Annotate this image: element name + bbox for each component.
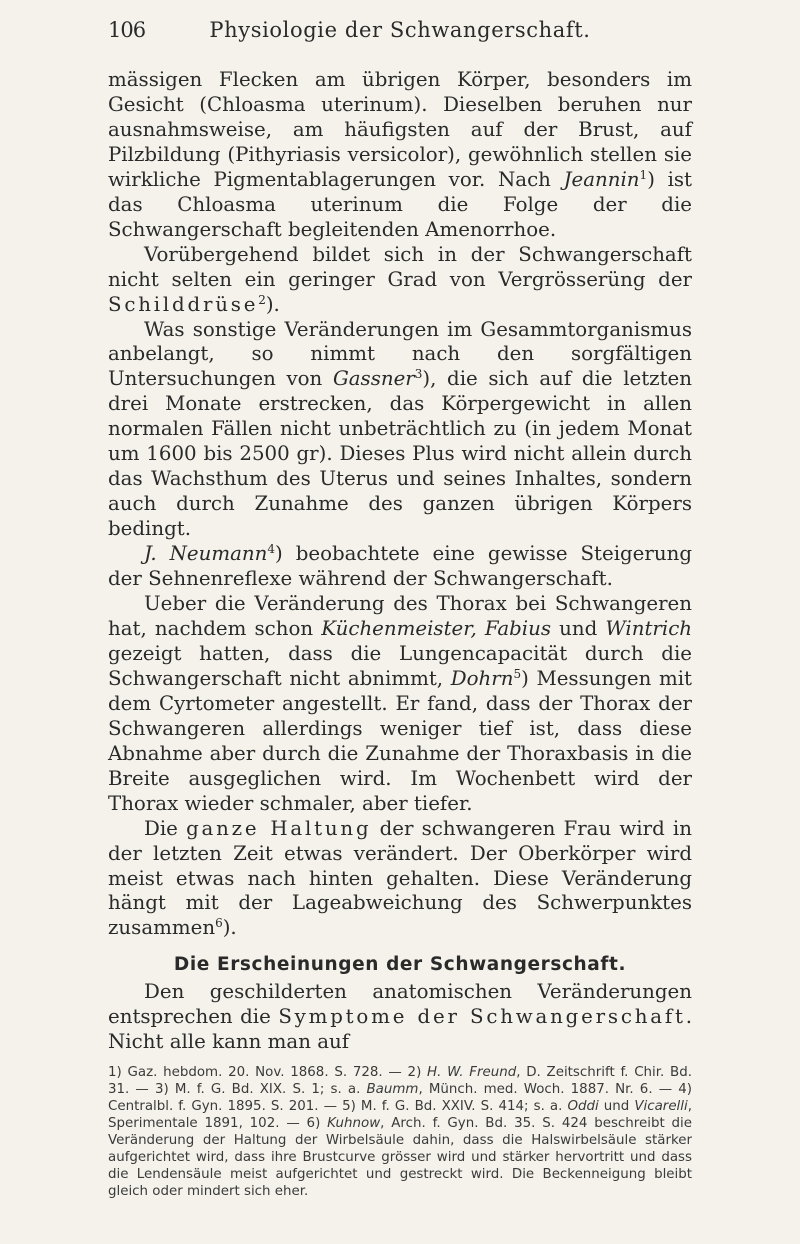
page-body: [108, 68, 692, 1200]
author-name: Baumm: [366, 1082, 419, 1098]
footnote-divider: [108, 1057, 126, 1061]
paragraph-koerpergewicht: Was sonstige Veränderungen im Gesammtorganismus anbelangt, so nimmt nach den sorgfältigen Untersuchungen von Gassner$^3$), die sich auf die letzten drei Monate erstrecken, das Körpergewicht in allen normalen Fällen nicht unbeträchtlich zu (in jedem Monat um 1600 bis 2500 gr). Dieses Plus wird nicht allein durch das Wachsthum des Uterus und seines Inhaltes, sondern auch durch Zunahme des ganzen übrigen Körpers bedingt.: [108, 317, 692, 541]
author-name: Jeannin: [563, 167, 640, 191]
page-header: [108, 16, 692, 44]
footnote-ref: 4: [267, 542, 276, 557]
author-name: Kuhnow: [327, 1115, 381, 1131]
paragraph-sehnenreflexe: J. Neumann$^4$) beobachtete eine gewisse Steigerung der Sehnenreflexe während der Schwangerschaft.: [108, 542, 692, 591]
paragraph-chloasma: mässigen Flecken am übrigen Körper, besonders im Gesicht (Chloasma uterinum). Dieselben beruhen nur ausnahmsweise, am häufigsten auf der Brust, auf Pilzbildung (Pithyriasis versicolor), gewöhnlich stellen sie wirkliche Pigmentablagerungen vor. Nach Jeannin$^1$) ist das Chloasma uterinum die Folge der die Schwangerschaft begleitenden Amenorrhoe.: [108, 68, 692, 241]
emphasis-term: Symptome der Schwangerschaft: [278, 1005, 686, 1029]
author-name: Oddi: [567, 1098, 599, 1114]
section-heading: Die Erscheinungen der Schwangerschaft.: [173, 954, 627, 976]
footnote-ref: 2: [258, 292, 266, 307]
author-name: Küchenmeister, Fabius: [321, 616, 551, 640]
emphasis-term: Schilddrüse: [108, 292, 259, 316]
author-name: Dohrn: [450, 666, 514, 690]
author-name: Gassner: [332, 367, 415, 391]
author-name: Wintrich: [605, 616, 693, 640]
footnote-ref: 5: [513, 666, 522, 681]
footnote-text: 1) Gaz. hebdom. 20. Nov. 1868. S. 728. — 2) H. W. Freund, D. Zeitschrift f. Chir. Bd. 31. — 3) M. f. G. Bd. XIX. S. 1; s. a. Baumm, Münch. med. Woch. 1887. Nr. 6. — 4) Centralbl. f. Gyn. 1895. S. 201. — 5) M. f. G. Bd. XXIV. S. 414; s. a. Oddi und Vicarelli, Sperimentale 1891, 102. — 6) Kuhnow, Arch. f. Gyn. Bd. 35. S. 424 beschreibt die Veränderung der Haltung der Wirbelsäule dahin, dass die Halswirbelsäule stärker aufgerichtet wird, dass ihre Brustcurve grösser wird und stärker hervortritt und dass die Lendensäule meist aufgerichtet und gestreckt wird. Die Beckenneigung bleibt gleich oder mindert sich eher.: [108, 1065, 693, 1199]
author-name: H. W. Freund: [427, 1065, 517, 1081]
footnotes: [108, 1065, 692, 1200]
author-name: J. Neumann: [144, 542, 268, 566]
footnote-ref: 6: [215, 916, 223, 931]
footnote-ref: 1: [639, 167, 648, 182]
footnote-ref: 3: [414, 367, 423, 382]
paragraph-schilddruese: Vorübergehend bildet sich in der Schwangerschaft nicht selten ein geringer Grad von Vergrösserüng der Schilddrüse$^2$).: [108, 242, 692, 316]
author-name: Vicarelli: [634, 1098, 688, 1114]
paragraph-thorax: Ueber die Veränderung des Thorax bei Schwangeren hat, nachdem schon Küchenmeister, Fabius und Wintrich gezeigt hatten, dass die Lungencapacität durch die Schwangerschaft nicht abnimmt, Dohrn$^5$) Messungen mit dem Cyrtometer angestellt. Er fand, dass der Thorax der Schwangeren allerdings weniger tief ist, dass diese Abnahme aber durch die Zunahme der Thoraxbasis in die Breite ausgeglichen wird. Im Wochenbett wird der Thorax wieder schmaler, aber tiefer.: [108, 592, 693, 815]
paragraph-symptome: Den geschilderten anatomischen Veränderungen entsprechen die Symptome der Schwangerschaft. Nicht alle kann man auf: [108, 980, 692, 1054]
running-title: Physiologie der Schwangerschaft.: [209, 18, 591, 42]
page-number: 106: [108, 18, 146, 42]
emphasis-term: ganze Haltung: [186, 816, 372, 840]
paragraph-haltung: Die ganze Haltung der schwangeren Frau wird in der letzten Zeit etwas verändert. Der Oberkörper wird meist etwas nach hinten gehalten. Diese Veränderung hängt mit der Lageabweichung des Schwerpunktes zusammen$^6$).: [108, 816, 692, 940]
